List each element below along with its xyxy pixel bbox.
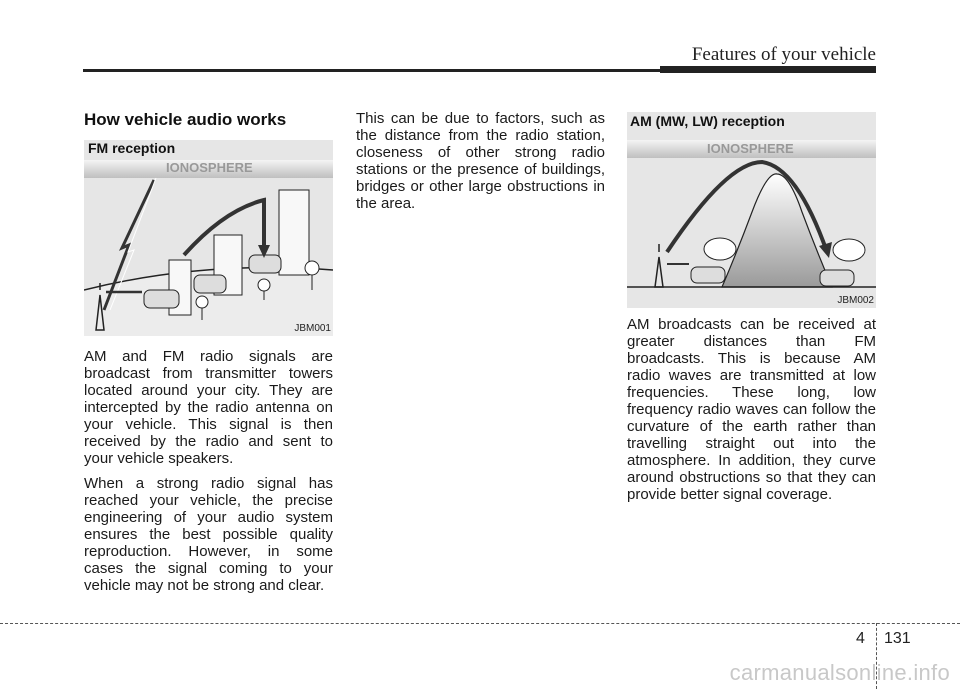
middle-column: [356, 110, 605, 220]
page-number: 131: [884, 630, 911, 647]
left-paragraph-2: When a strong radio signal has reached your vehicle, the precise engineering of your audio system ensures the best possible quality reproduction. However, in some cases the signal coming to your vehicle may not be strong and clear.: [84, 475, 333, 594]
left-paragraph-1: AM and FM radio signals are broadcast from transmitter towers located around your city. They are intercepted by the radio antenna on your vehicle. This signal is then received by the radio and sent to your vehicle speakers.: [84, 348, 333, 467]
right-paragraph-1: AM broadcasts can be received at greater distances than FM broadcasts. This is because AM radio waves are transmitted at low frequencies. These long, low frequency radio waves can follow the curvature of the earth rather than travelling straight out into the atmosphere. In addition, they curve around obstructions so that they can provide better signal coverage.: [627, 316, 876, 503]
am-ionosphere-label: IONOSPHERE: [707, 141, 794, 156]
left-column: [84, 348, 333, 602]
fm-ionosphere-label: IONOSPHERE: [166, 160, 253, 175]
fm-figure-label: FM reception: [88, 140, 176, 156]
chapter-number: 4: [856, 630, 865, 647]
footer-rule: [0, 623, 960, 624]
watermark: carmanualsonline.info: [729, 660, 950, 685]
middle-paragraph-1: This can be due to factors, such as the distance from the radio station, closeness of other strong radio stations or the presence of buildings, bridges or other large obstructions in the area.: [356, 110, 605, 212]
header-rule-accent: [660, 66, 876, 73]
running-header: Features of your vehicle: [691, 44, 876, 65]
am-figure-code: JBM002: [837, 295, 874, 306]
right-column: [627, 316, 876, 511]
am-reception-figure: [627, 112, 876, 308]
fm-reception-figure: [84, 140, 333, 336]
section-heading: How vehicle audio works: [84, 110, 287, 129]
am-figure-label: AM (MW, LW) reception: [630, 113, 785, 129]
fm-figure-code: JBM001: [294, 323, 331, 334]
